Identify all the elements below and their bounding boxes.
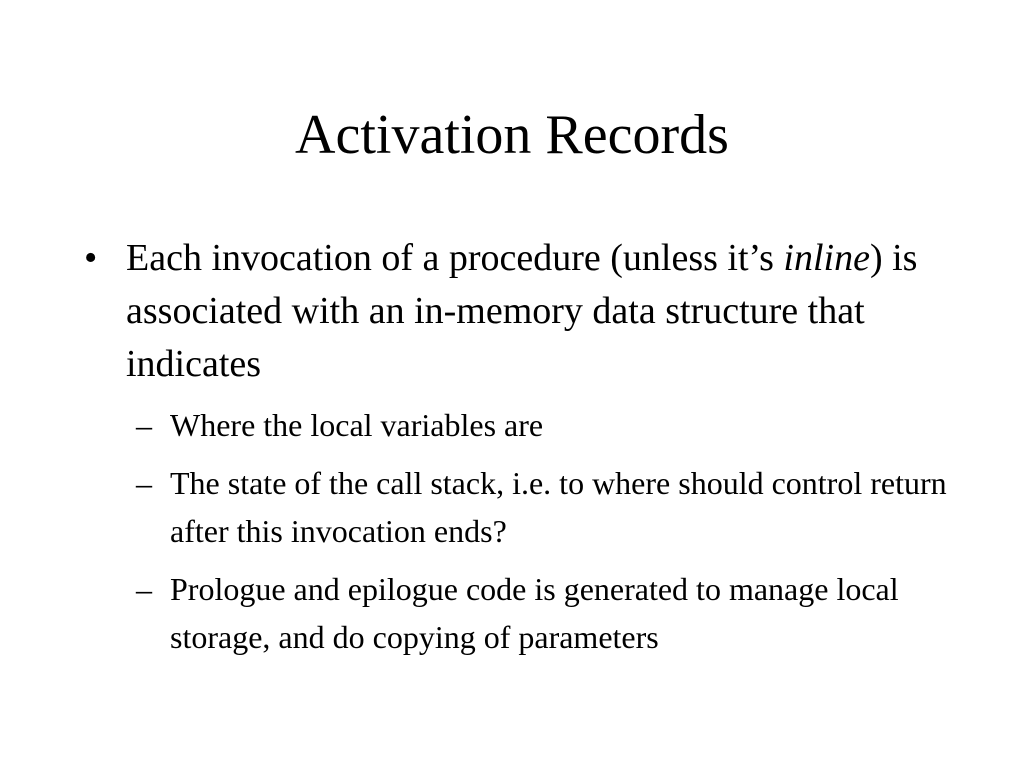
bullet-text-after: ) is associated with an in-memory data structure that indicates: [126, 237, 918, 385]
bullet-marker: •: [84, 237, 98, 279]
sub-bullet-item: [136, 401, 964, 449]
sub-bullet-marker: –: [136, 407, 152, 443]
sub-bullet-list: [126, 401, 964, 661]
slide-title: Activation Records: [295, 104, 729, 166]
sub-bullet-item: [136, 459, 964, 555]
sub-bullet-text: Where the local variables are: [170, 407, 544, 443]
bullet-text-before: Each invocation of a procedure (unless it’s: [126, 237, 784, 279]
bullet-emphasis: inline: [783, 237, 870, 279]
sub-bullet-text: Prologue and epilogue code is generated to manage local storage, and do copying of parameters: [170, 571, 899, 655]
bullet-item: [84, 232, 964, 661]
sub-bullet-item: [136, 565, 964, 661]
sub-bullet-marker: –: [136, 465, 152, 501]
bullet-list: [84, 232, 964, 671]
sub-bullet-marker: –: [136, 571, 152, 607]
sub-bullet-text: The state of the call stack, i.e. to where should control return after this invocation ends?: [170, 465, 947, 549]
